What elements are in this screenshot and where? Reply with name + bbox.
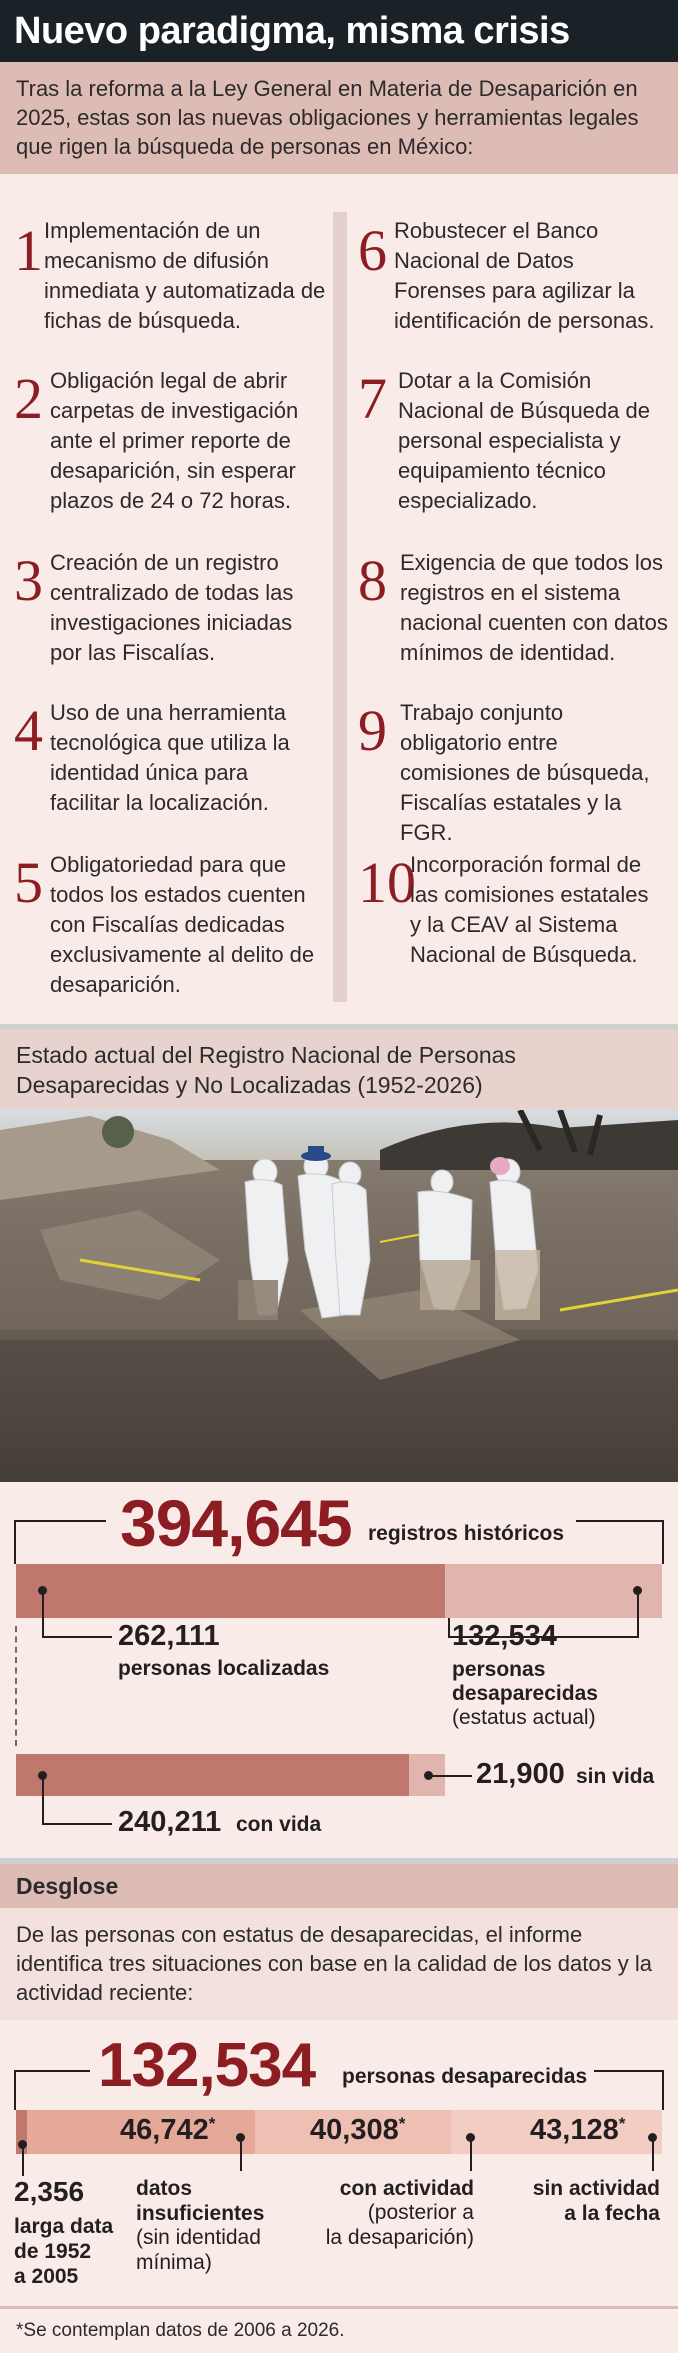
larga-data-label: a 2005 [14,2265,79,2288]
leader-line [22,2148,24,2176]
leader-line [470,2141,472,2171]
list-item: Dotar a la Comisión Nacional de Búsqueda de personal especialista y equipamiento técnico especializado. [398,368,650,513]
field-photo [0,1110,678,1482]
bracket-line [14,2070,90,2072]
bracket-line [662,2070,664,2110]
sin-actividad-label: a la fecha [564,2202,660,2225]
item-number: 2 [14,366,43,431]
bracket-line [14,2070,16,2110]
con-actividad-label: la desaparición) [325,2226,474,2249]
bar-con-vida [16,1754,409,1796]
sin-vida-value: 21,900 [476,1758,565,1790]
list-item: Implementación de un mecanismo de difusión inmediata y automatizada de fichas de búsqueda. [44,218,326,333]
leader-line [42,1594,44,1636]
datos-insuficientes-value: 46,742* [120,2114,216,2146]
desglose-heading: Desglose [0,1864,678,1908]
sin-actividad-value: 43,128* [530,2114,626,2146]
leader-line [637,1594,639,1636]
leader-line [240,2141,242,2171]
larga-data-label: de 1952 [14,2240,92,2263]
bracket-line [14,1520,106,1522]
datos-insuficientes-label: (sin identidad [136,2226,261,2249]
footnote: *Se contemplan datos de 2006 a 2026. [16,2320,345,2341]
list-item: Exigencia de que todos los registros en el sistema nacional cuenten con datos mínimos de identidad. [400,550,668,665]
con-vida-value: 240,211 [118,1806,222,1838]
registry-title: Estado actual del Registro Nacional de Personas Desaparecidas y No Localizadas (1952-2026) [0,1030,678,1110]
column-divider [333,212,347,1002]
item-number: 1 [14,218,43,283]
dashed-connector [15,1626,17,1746]
larga-data-label: larga data [14,2215,114,2238]
datos-insuficientes-label: datos [136,2177,193,2200]
desglose-total: 132,534 [98,2031,316,2100]
localizadas-value: 262,111 [118,1620,220,1652]
item-number: 8 [358,548,387,613]
con-actividad-label: (posterior a [367,2201,474,2224]
list-item: Uso de una herramienta tecnológica que utiliza la identidad única para facilitar la localización. [50,700,290,815]
list-item: Robustecer el Banco Nacional de Datos Forenses para agilizar la identificación de personas. [394,218,655,333]
bracket-line [14,1520,16,1564]
sin-vida-label: sin vida [576,1765,655,1788]
desaparecidas-label: desaparecidas [452,1682,598,1705]
bar-desaparecidas [445,1564,662,1618]
item-number: 5 [14,850,43,915]
leader-line [448,1618,450,1638]
desaparecidas-value: 132,534 [452,1620,557,1652]
item-number: 3 [14,548,43,613]
desglose-text: De las personas con estatus de desaparecidas, el informe identifica tres situaciones con base en la calidad de los datos y la actividad reciente: [0,1908,678,2020]
bracket-line [662,1520,664,1564]
item-number: 7 [358,366,387,431]
list-item: Obligación legal de abrir carpetas de investigación ante el primer reporte de desaparición, sin esperar plazos de 24 o 72 horas. [50,368,299,513]
leader-line [42,1636,112,1638]
total-records: 394,645 [120,1486,352,1560]
leader-line [432,1775,472,1777]
datos-insuficientes-label: insuficientes [136,2202,265,2225]
datos-insuficientes-label: mínima) [136,2251,212,2274]
sin-actividad-label: sin actividad [532,2177,660,2200]
list-item: Obligatoriedad para que todos los estados cuenten con Fiscalías dedicadas exclusivamente al delito de desaparición. [50,852,315,997]
con-vida-label: con vida [236,1813,322,1836]
leader-line [42,1779,44,1823]
desaparecidas-label: (estatus actual) [452,1706,596,1729]
item-number: 6 [358,218,387,283]
desaparecidas-label: personas [452,1658,546,1681]
item-number: 10 [358,850,416,915]
bracket-line [594,2070,664,2072]
desglose-total-label: personas desaparecidas [342,2065,588,2088]
item-number: 9 [358,698,387,763]
list-item: Incorporación formal de las comisiones estatales y la CEAV al Sistema Nacional de Búsqueda. [410,852,649,967]
intro-text: Tras la reforma a la Ley General en Materia de Desaparición en 2025, estas son las nuevas obligaciones y herramientas legales que rigen la búsqueda de personas en México: [0,62,678,174]
con-actividad-value: 40,308* [310,2114,406,2146]
leader-line [42,1823,112,1825]
larga-data-value: 2,356 [14,2176,85,2207]
bar-localizadas [16,1564,445,1618]
con-actividad-label: con actividad [339,2177,474,2200]
bracket-line [576,1520,664,1522]
list-item: Creación de un registro centralizado de todas las investigaciones iniciadas por las Fiscalías. [50,550,294,665]
leader-line [652,2141,654,2171]
footnote-separator [0,2306,678,2309]
total-records-label: registros históricos [368,1522,565,1545]
page-title: Nuevo paradigma, misma crisis [0,0,678,62]
list-item: Trabajo conjunto obligatorio entre comisiones de búsqueda, Fiscalías estatales y la FGR. [400,700,650,845]
item-number: 4 [14,698,43,763]
localizadas-label: personas localizadas [118,1657,330,1680]
